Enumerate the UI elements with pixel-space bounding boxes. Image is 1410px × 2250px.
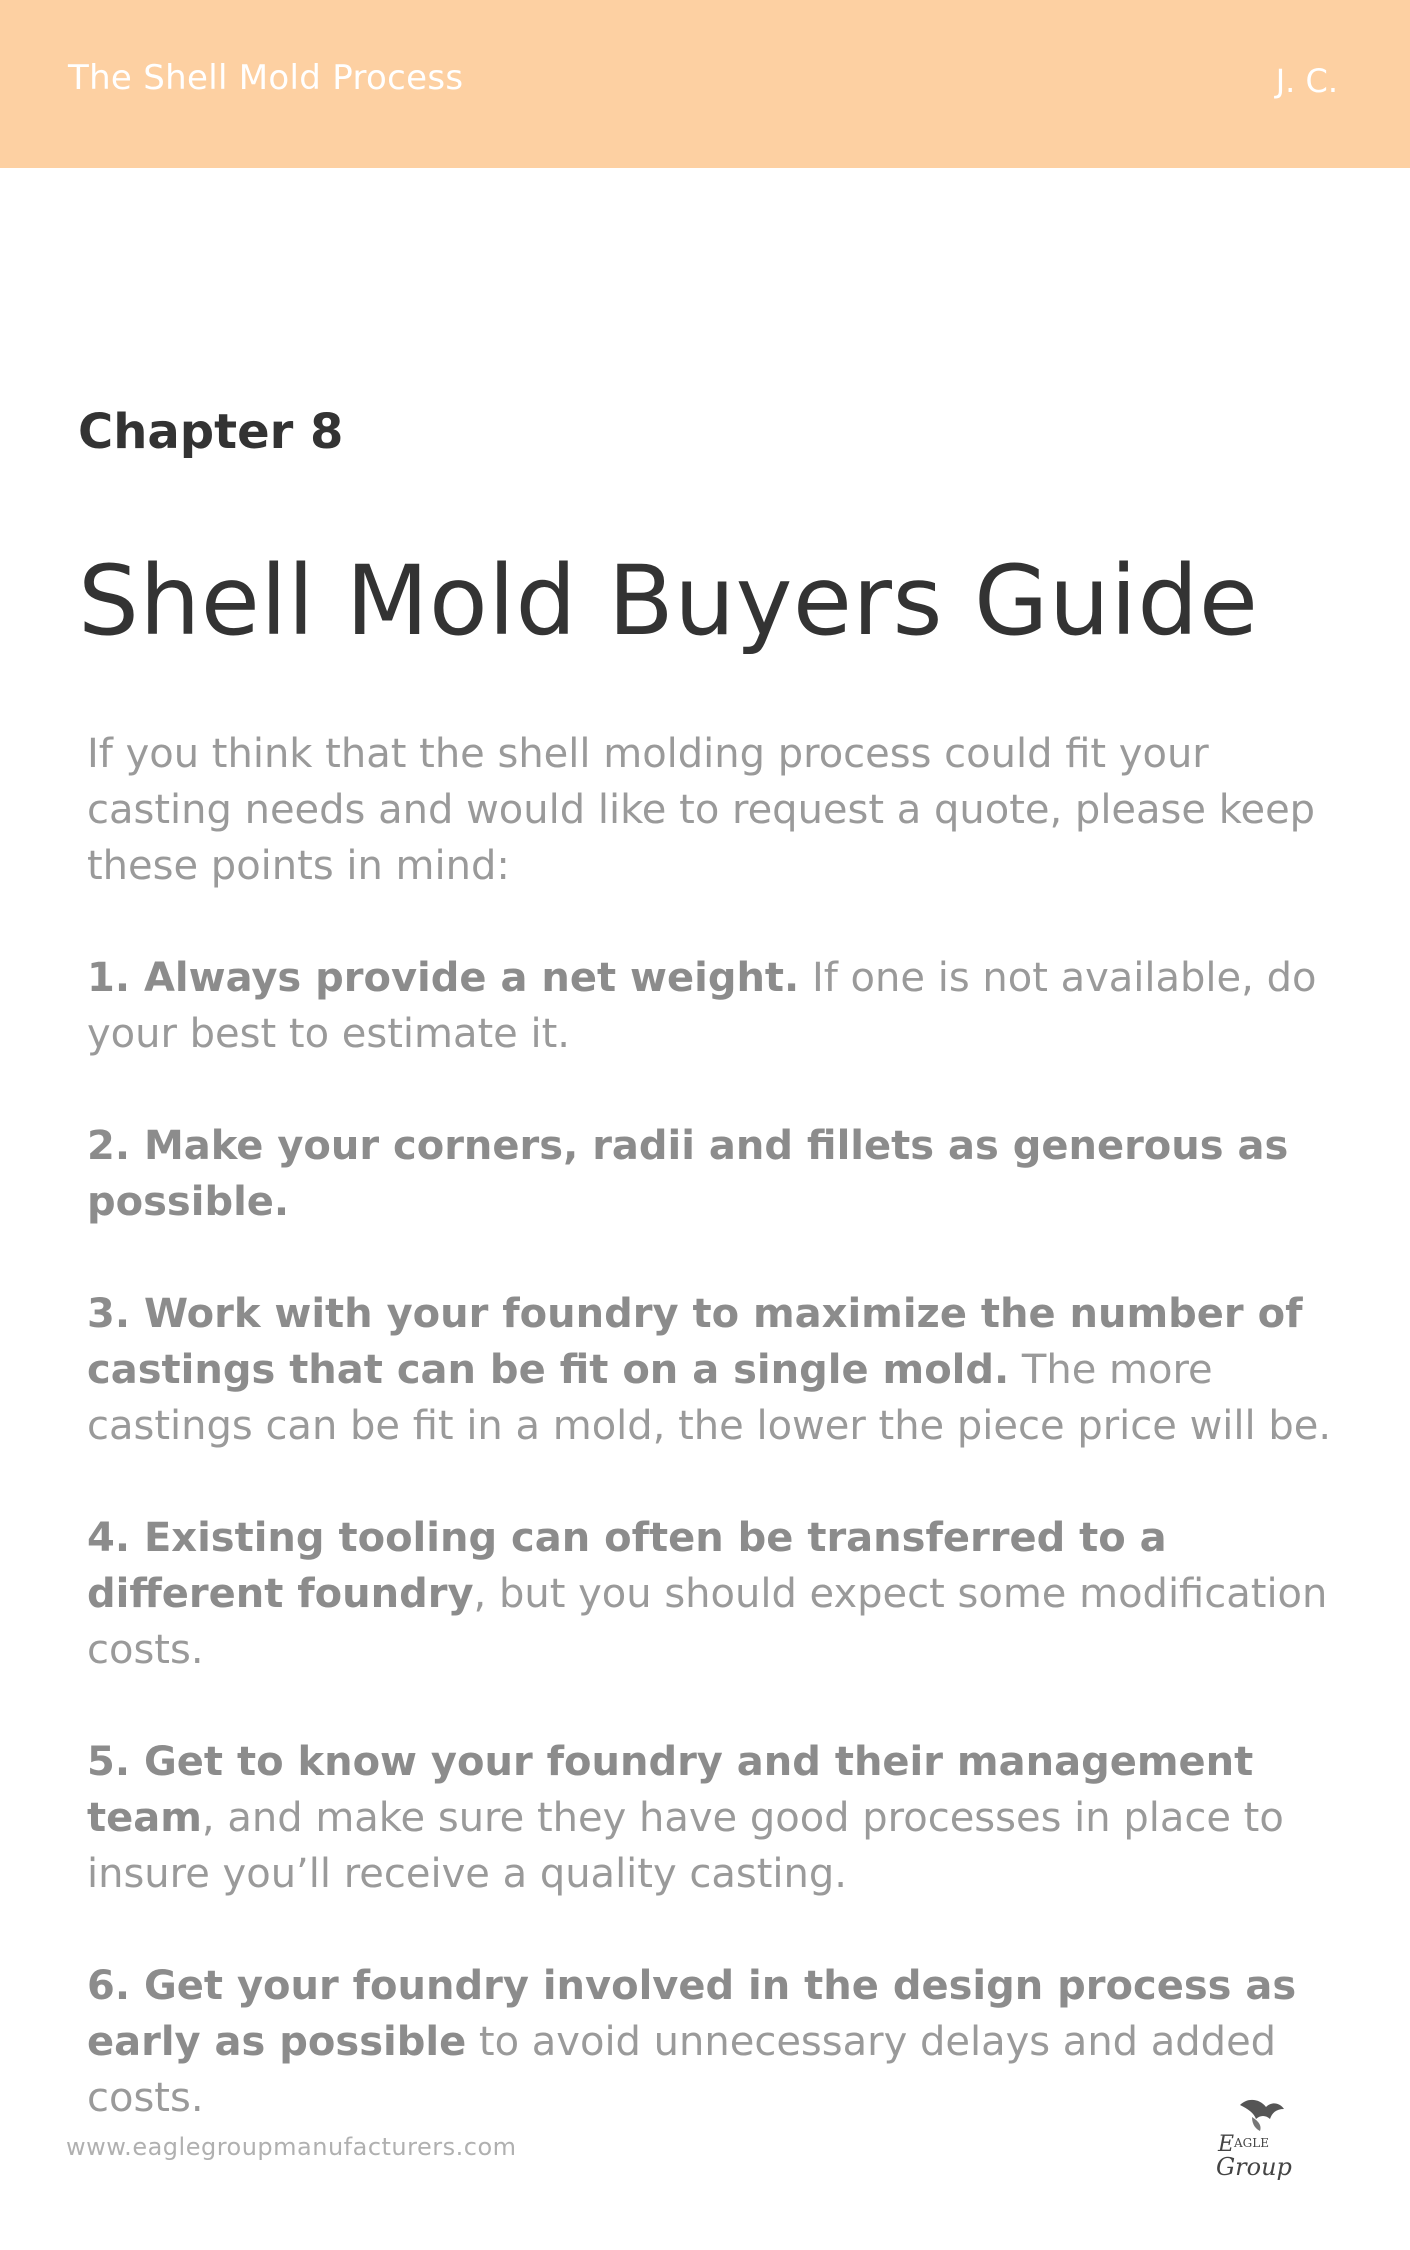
point-1-text: If one is not available, do your best to estimate it.	[87, 955, 1317, 1057]
svg-text:E: E	[1218, 2132, 1235, 2157]
body-text	[87, 726, 1337, 2182]
eagle-group-logo-icon	[1200, 2095, 1310, 2185]
point-4-bold: 4. Existing tooling can often be transferred to a different foundry	[87, 1515, 1167, 1617]
point-6	[87, 1958, 1337, 2126]
svg-text:AGLE: AGLE	[1234, 2136, 1269, 2150]
point-1-bold: 1. Always provide a net weight.	[87, 955, 800, 1001]
point-3-bold: 3. Work with your foundry to maximize the number of castings that can be fit on a single mold.	[87, 1291, 1303, 1393]
point-3-text: The more castings can be fit in a mold, the lower the piece price will be.	[87, 1347, 1332, 1449]
footer-url: www.eaglegroupmanufacturers.com	[66, 2133, 517, 2161]
point-6-bold: 6. Get your foundry involved in the design process as early as possible	[87, 1963, 1297, 2065]
chapter-label: Chapter 8	[78, 404, 344, 460]
point-4-text: , but you should expect some modification costs.	[87, 1571, 1328, 1673]
point-5-bold: 5. Get to know your foundry and their management team	[87, 1739, 1254, 1841]
intro-paragraph: If you think that the shell molding process could fit your casting needs and would like to request a quote, please keep these points in mind:	[87, 731, 1316, 889]
header-title: The Shell Mold Process	[68, 58, 464, 98]
point-6-text: to avoid unnecessary delays and added costs.	[87, 2019, 1277, 2121]
point-5-text: , and make sure they have good processes in place to insure you’ll receive a quality casting.	[87, 1795, 1284, 1897]
svg-text:Group: Group	[1216, 2153, 1292, 2181]
point-2	[87, 1118, 1337, 1230]
point-3	[87, 1286, 1337, 1454]
point-4	[87, 1510, 1337, 1678]
point-2-bold: 2. Make your corners, radii and fillets as generous as possible.	[87, 1123, 1289, 1225]
page-title: Shell Mold Buyers Guide	[78, 545, 1259, 657]
point-1	[87, 950, 1337, 1062]
header-band	[0, 0, 1410, 168]
point-5	[87, 1734, 1337, 1902]
header-author: J. C.	[1275, 62, 1338, 100]
